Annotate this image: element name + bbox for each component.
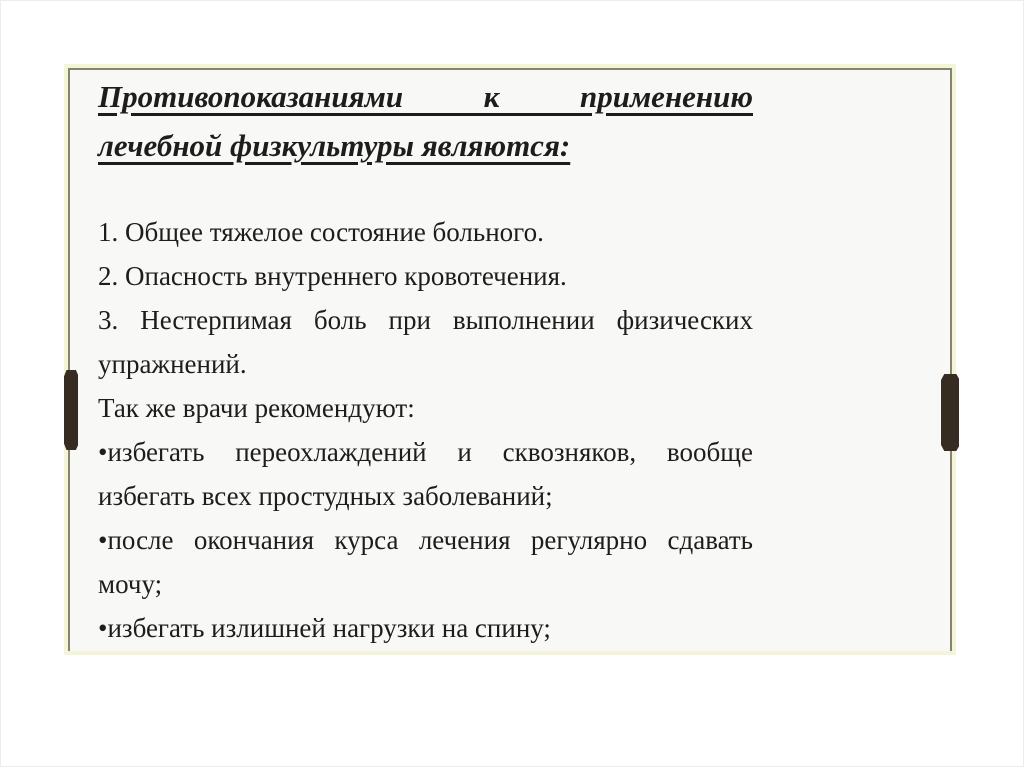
text-line: 3. Нестерпимая боль при выполнении физических (98, 305, 753, 335)
slide-content-panel (68, 68, 952, 651)
text-line: •избегать излишней нагрузки на спину; (98, 613, 551, 643)
text-line: Противопоказаниями к применению (98, 79, 753, 114)
text-column (98, 72, 753, 650)
slide-body (98, 210, 753, 650)
scroll-handle-right-icon (941, 374, 959, 451)
text-line: 2. Опасность внутреннего кровотечения. (98, 261, 567, 291)
text-line: лечебной физкультуры являются: (98, 128, 571, 163)
text-line: •после окончания курса лечения регулярно сдавать (98, 525, 753, 555)
text-line: •избегать переохлаждений и сквозняков, вообще (98, 437, 753, 467)
text-line: избегать всех простудных заболеваний; (98, 481, 553, 511)
text-line: 1. Общее тяжелое состояние больного. (98, 217, 544, 247)
text-line: Так же врачи рекомендуют: (98, 393, 415, 423)
slide-title (98, 72, 753, 170)
text-line: упражнений. (98, 349, 247, 379)
text-line: мочу; (98, 569, 163, 599)
scroll-handle-left-icon (64, 370, 78, 450)
